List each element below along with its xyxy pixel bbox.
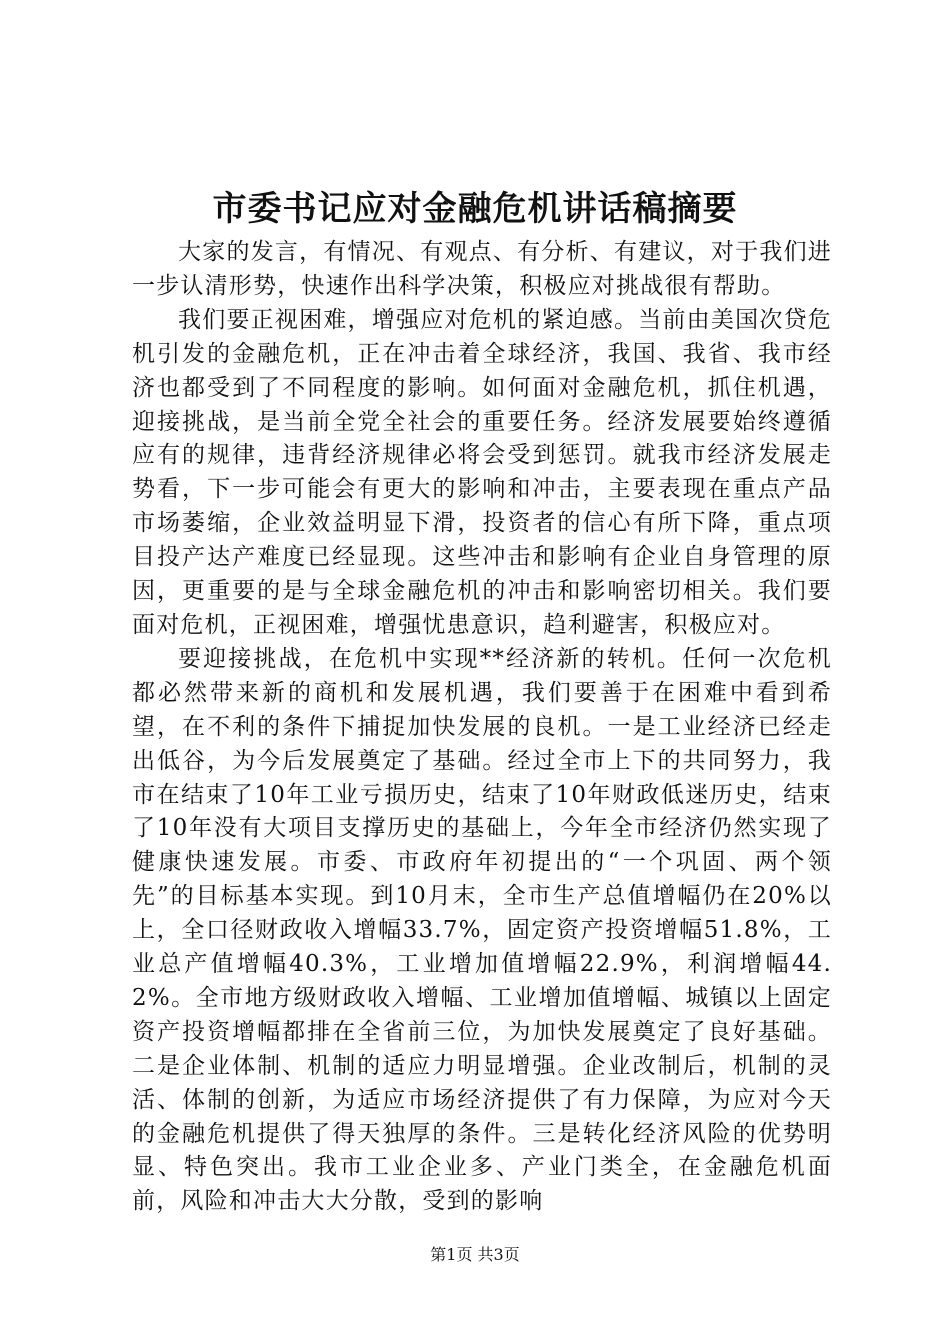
page-footer: 第1页 共3页: [430, 1245, 520, 1264]
paragraph-1: 大家的发言，有情况、有观点、有分析、有建议，对于我们进一步认清形势，快速作出科学决策，积极应对挑战很有帮助。: [132, 239, 832, 299]
document-body: [132, 236, 832, 1219]
paragraph-2: 我们要正视困难，增强应对危机的紧迫感。当前由美国次贷危机引发的金融危机，正在冲击着全球经济，我国、我省、我市经济也都受到了不同程度的影响。如何面对金融危机，抓住机遇，迎接挑战，是当前全党全社会的重要任务。经济发展要始终遵循应有的规律，违背经济规律必将会受到惩罚。就我市经济发展走势看，下一步可能会有更大的影响和冲击，主要表现在重点产品市场萎缩，企业效益明显下滑，投资者的信心有所下降，重点项目投产达产难度已经显现。这些冲击和影响有企业自身管理的原因，更重要的是与全球金融危机的冲击和影响密切相关。我们要面对危机，正视困难，增强忧患意识，趋利避害，积极应对。: [132, 306, 832, 638]
document-title: 市委书记应对金融危机讲话稿摘要: [212, 189, 738, 229]
paragraph-3: 要迎接挑战，在危机中实现**经济新的转机。任何一次危机都必然带来新的商机和发展机遇，我们要善于在困难中看到希望，在不利的条件下捕捉加快发展的良机。一是工业经济已经走出低谷，为今后发展奠定了基础。经过全市上下的共同努力，我市在结束了10年工业亏损历史，结束了10年财政低迷历史，结束了10年没有大项目支撑历史的基础上，今年全市经济仍然实现了健康快速发展。市委、市政府年初提出的“一个巩固、两个领先”的目标基本实现。到10月末，全市生产总值增幅仍在20%以上，全口径财政收入增幅33.7%，固定资产投资增幅51.8%，工业总产值增幅40.3%，工业增加值增幅22.9%，利润增幅44.2%。全市地方级财政收入增幅、工业增加值增幅、城镇以上固定资产投资增幅都排在全省前三位，为加快发展奠定了良好基础。二是企业体制、机制的适应力明显增强。企业改制后，机制的灵活、体制的创新，为适应市场经济提供了有力保障，为应对今天的金融危机提供了得天独厚的条件。三是转化经济风险的优势明显、特色突出。我市工业企业多、产业门类全，在金融危机面前，风险和冲击大大分散，受到的影响: [132, 645, 832, 1215]
